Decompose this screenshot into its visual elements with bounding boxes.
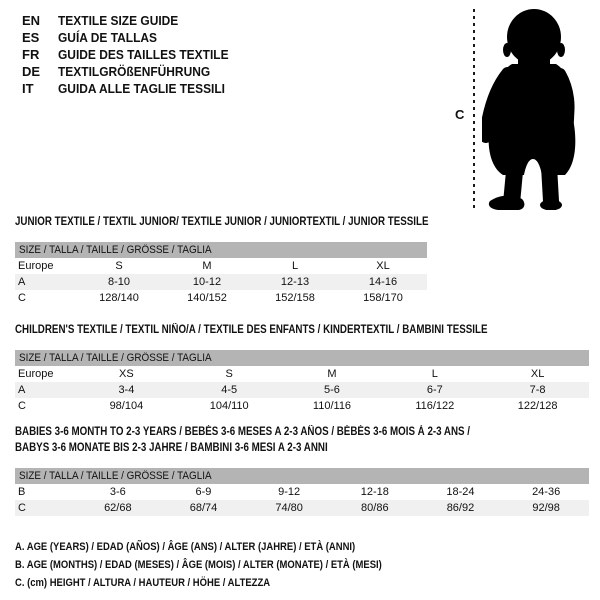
row-label: Europe	[18, 368, 54, 380]
size-header-row	[15, 350, 589, 366]
size-header-row	[15, 468, 589, 484]
size-header-text: SIZE / TALLA / TAILLE / GRÖSSE / TAGLIA	[19, 352, 212, 364]
language-title: GUIDA ALLE TAGLIE TESSILI	[58, 81, 226, 96]
cell: 12-18	[360, 486, 389, 498]
cell: 3-4	[118, 384, 135, 396]
cell: 158/170	[363, 292, 403, 304]
cell: 92/98	[532, 502, 560, 514]
cell: M	[202, 260, 212, 272]
row-label: A	[18, 384, 26, 396]
cell: L	[431, 368, 438, 380]
cell: 128/140	[99, 292, 139, 304]
language-title: GUÍA DE TALLAS	[58, 30, 158, 45]
babies-textile-section	[15, 424, 589, 516]
cell: 116/122	[415, 400, 455, 412]
cell: 152/158	[275, 292, 315, 304]
table-row-age	[15, 382, 589, 398]
row-label: C	[18, 400, 26, 412]
size-header-row	[15, 242, 427, 258]
row-label: A	[18, 276, 26, 288]
cell: 9-12	[278, 486, 301, 498]
language-row-es	[22, 29, 243, 46]
cell: S	[115, 260, 123, 272]
footnote-b: B. AGE (MONTHS) / EDAD (MESES) / ÂGE (MOIS) / ALTER (MONATE) / ETÀ (MESI)	[15, 559, 382, 571]
cell: XL	[530, 368, 545, 380]
cell: L	[291, 260, 299, 272]
table-row-height	[15, 500, 589, 516]
footnote-c: C. (cm) HEIGHT / ALTURA / HAUTEUR / HÖHE / ALTEZZA	[15, 577, 271, 589]
language-row-fr	[22, 46, 243, 63]
cell: 10-12	[192, 276, 222, 288]
size-header-bar	[15, 350, 589, 366]
table-row-europe	[15, 366, 589, 382]
cell: 8-10	[107, 276, 131, 288]
childrens-table-title: CHILDREN'S TEXTILE / TEXTIL NIÑO/A / TEXTILE DES ENFANTS / KINDERTEXTIL / BAMBINI TESSILE	[15, 324, 488, 336]
cell: 122/128	[517, 400, 558, 412]
cell: XS	[119, 368, 134, 380]
height-label-c: C	[455, 107, 465, 122]
babies-table-title-line1: BABIES 3-6 MONTH TO 2-3 YEARS / BEBÉS 3-6 MESES A 2-3 AÑOS / BÉBÉS 3-6 MOIS À 2-3 ANS /	[15, 426, 471, 438]
cell: 7-8	[529, 384, 546, 396]
babies-size-table	[15, 468, 589, 516]
language-title: TEXTILE SIZE GUIDE	[58, 13, 179, 28]
baby-silhouette-shapes	[489, 9, 576, 210]
height-measure-dotted-line	[473, 9, 475, 208]
cell: S	[225, 368, 233, 380]
childrens-textile-section	[15, 322, 589, 414]
cell: XL	[376, 260, 390, 272]
row-label: C	[18, 502, 26, 514]
size-header-bar	[15, 242, 427, 258]
cell: 5-6	[324, 384, 340, 396]
childrens-size-table	[15, 350, 589, 414]
cell: 6-9	[195, 486, 212, 498]
row-label: C	[18, 292, 26, 304]
row-label: Europe	[18, 260, 54, 272]
babies-table-title-line2: BABYS 3-6 MONATE BIS 2-3 JAHRE / BAMBINI 3-6 MESI A 2-3 ANNI	[15, 442, 328, 454]
cell: 14-16	[368, 276, 398, 288]
cell: 110/116	[312, 400, 352, 412]
language-row-it	[22, 80, 243, 97]
cell: 24-36	[532, 486, 561, 498]
cell: 6-7	[426, 384, 443, 396]
cell: 12-13	[280, 276, 310, 288]
language-title: GUIDE DES TAILLES TEXTILE	[58, 47, 229, 62]
cell: 18-24	[446, 486, 475, 498]
cell: 104/110	[209, 400, 249, 412]
cell: M	[327, 368, 337, 380]
cell: 3-6	[109, 486, 126, 498]
table-row-age	[15, 274, 427, 290]
language-title: TEXTILGRÖßENFÜHRUNG	[58, 64, 211, 79]
language-code: DE	[22, 64, 41, 79]
table-row-height	[15, 398, 589, 414]
cell: 140/152	[187, 292, 227, 304]
junior-textile-section	[15, 214, 427, 306]
size-header-text: SIZE / TALLA / TAILLE / GRÖSSE / TAGLIA	[19, 470, 212, 482]
cell: 62/68	[104, 502, 132, 514]
table-row-height	[15, 290, 427, 306]
language-code: IT	[22, 81, 34, 96]
language-row-en	[22, 12, 243, 29]
footnotes-block	[15, 538, 442, 592]
language-title-block	[22, 12, 243, 97]
cell: 4-5	[221, 384, 238, 396]
cell: 86/92	[446, 502, 475, 514]
junior-table-title: JUNIOR TEXTILE / TEXTIL JUNIOR/ TEXTILE JUNIOR / JUNIORTEXTIL / JUNIOR TESSILE	[15, 216, 429, 228]
size-header-text: SIZE / TALLA / TAILLE / GRÖSSE / TAGLIA	[19, 244, 212, 256]
junior-size-table	[15, 242, 427, 306]
cell: 74/80	[275, 502, 303, 514]
table-row-europe	[15, 258, 427, 274]
cell: 80/86	[361, 502, 389, 514]
size-header-bar	[15, 468, 589, 484]
language-code: ES	[22, 30, 40, 45]
language-code: EN	[22, 13, 41, 28]
cell: 98/104	[109, 400, 144, 412]
language-row-de	[22, 63, 243, 80]
footnote-a: A. AGE (YEARS) / EDAD (AÑOS) / ÂGE (ANS) / ALTER (JAHRE) / ETÀ (ANNI)	[15, 541, 356, 553]
baby-silhouette-image	[482, 8, 577, 210]
cell: 68/74	[189, 502, 218, 514]
row-label: B	[18, 486, 26, 498]
table-row-months	[15, 484, 589, 500]
language-code: FR	[22, 47, 40, 62]
